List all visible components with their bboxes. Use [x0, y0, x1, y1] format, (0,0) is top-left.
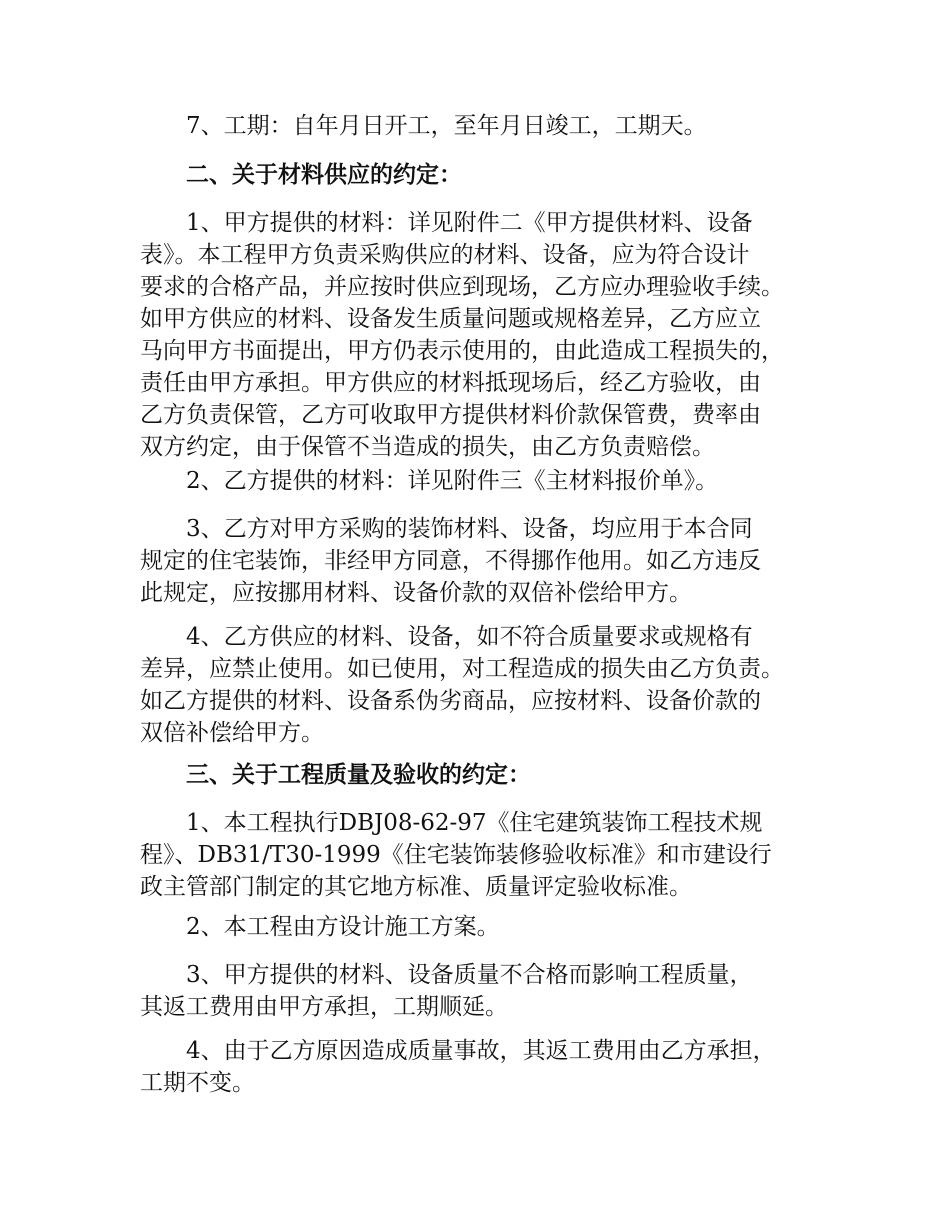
- text-line: 3、乙方对甲方采购的装饰材料、设备，均应用于本合同: [186, 516, 753, 542]
- section-heading: 三、关于工程质量及验收的约定：: [186, 761, 531, 788]
- text-line: 7、工期：自年月日开工，至年月日竣工，工期天。: [186, 113, 707, 139]
- text-line: 1、本工程执行DBJ08-62-97《住宅建筑装饰工程技术规: [186, 810, 763, 836]
- text-line: 表》。本工程甲方负责采购供应的材料、设备，应为符合设计: [140, 242, 750, 268]
- section-heading: 二、关于材料供应的约定：: [186, 161, 462, 188]
- text-line: 1、甲方提供的材料：详见附件二《甲方提供材料、设备: [186, 210, 753, 236]
- text-line: 2、乙方提供的材料：详见附件三《主材料报价单》。: [186, 468, 719, 494]
- text-line: 责任由甲方承担。甲方供应的材料抵现场后，经乙方验收，由: [140, 370, 761, 396]
- text-line: 工期不变。: [140, 1070, 255, 1096]
- text-line: 马向甲方书面提出，甲方仍表示使用的，由此造成工程损失的，: [140, 338, 784, 364]
- text-line: 差异，应禁止使用。如已使用，对工程造成的损失由乙方负责。: [140, 656, 784, 682]
- text-line: 如甲方供应的材料、设备发生质量问题或规格差异，乙方应立: [140, 306, 761, 332]
- text-line: 2、本工程由方设计施工方案。: [186, 914, 500, 940]
- text-line: 如乙方提供的材料、设备系伪劣商品，应按材料、设备价款的: [140, 688, 761, 714]
- text-line: 其返工费用由甲方承担，工期顺延。: [140, 994, 508, 1020]
- text-line: 4、由于乙方原因造成质量事故，其返工费用由乙方承担，: [186, 1038, 776, 1064]
- text-line: 要求的合格产品，并应按时供应到现场，乙方应办理验收手续。: [140, 274, 784, 300]
- text-line: 政主管部门制定的其它地方标准、质量评定验收标准。: [140, 874, 692, 900]
- text-line: 双倍补偿给甲方。: [140, 720, 324, 746]
- text-line: 乙方负责保管，乙方可收取甲方提供材料价款保管费，费率由: [140, 402, 761, 428]
- text-line: 程》、DB31/T30-1999《住宅装饰装修验收标准》和市建设行: [140, 842, 772, 868]
- text-line: 此规定，应按挪用材料、设备价款的双倍补偿给甲方。: [140, 580, 692, 606]
- text-line: 3、甲方提供的材料、设备质量不合格而影响工程质量，: [186, 962, 753, 988]
- text-line: 双方约定，由于保管不当造成的损失，由乙方负责赔偿。: [140, 434, 715, 460]
- text-line: 4、乙方供应的材料、设备，如不符合质量要求或规格有: [186, 624, 753, 650]
- text-line: 规定的住宅装饰，非经甲方同意，不得挪作他用。如乙方违反: [140, 548, 761, 574]
